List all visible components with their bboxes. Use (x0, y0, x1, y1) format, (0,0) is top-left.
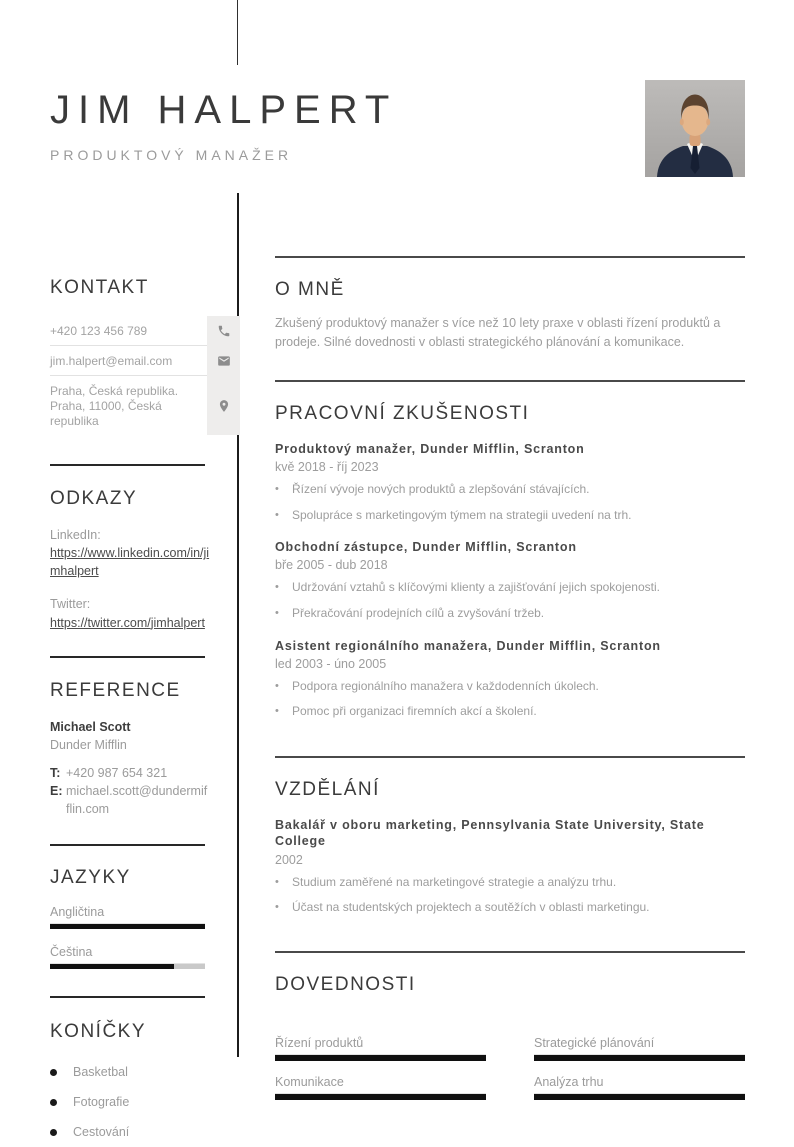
skill-item (534, 1036, 745, 1061)
job-bullets (275, 482, 745, 523)
bullet-dot: • (275, 581, 279, 594)
hobby-item (50, 1117, 240, 1147)
bullet-text: Studium zaměřené na marketingové strategie a analýzu trhu. (292, 874, 617, 889)
languages-heading: JAZYKY (50, 867, 131, 889)
languages-list (50, 905, 240, 969)
sidebar-divider (50, 996, 205, 998)
education-heading: VZDĚLÁNÍ (275, 779, 380, 801)
sidebar-divider (50, 844, 205, 846)
reference-name: Michael Scott (50, 719, 131, 734)
bullet-item (275, 508, 745, 524)
linkedin-link[interactable]: https://www.linkedin.com/in/jimhalpert (50, 546, 210, 579)
bullet-text: Řízení vývoje nových produktů a zlepšování stávajících. (292, 482, 590, 496)
section-divider (275, 256, 745, 258)
bullet-dot: • (275, 901, 279, 914)
contact-row-address (50, 376, 240, 435)
hobbies-heading: KONÍČKY (50, 1021, 147, 1043)
language-bar-track (50, 964, 205, 969)
about-text: Zkušený produktový manažer s více než 10 lety praxe v oblasti řízení produktů a prodeje. Silné dovednosti v oblasti strategického plánování a komunikace. (275, 316, 721, 350)
link-label: LinkedIn: (50, 528, 101, 542)
bullet-item (275, 900, 745, 916)
about-heading: O MNĚ (275, 279, 345, 300)
job-title: Produktový manažer, Dunder Mifflin, Scranton (275, 441, 585, 456)
bullet-dot: • (275, 607, 279, 620)
person-name: JIM HALPERT (50, 88, 398, 132)
hobby-label: Fotografie (73, 1095, 130, 1110)
language-item (50, 945, 205, 969)
reference-heading: REFERENCE (50, 679, 181, 701)
education-entry (275, 817, 745, 916)
hobby-item (50, 1087, 240, 1117)
bullet-dot: • (275, 705, 279, 718)
bullet-item (275, 606, 745, 622)
twitter-link[interactable]: https://twitter.com/jimhalpert (50, 615, 205, 630)
contact-row-phone (50, 316, 240, 346)
location-icon (207, 376, 240, 435)
job-entry (275, 539, 745, 621)
job-dates: bře 2005 - dub 2018 (275, 558, 388, 573)
contact-row-email (50, 346, 240, 376)
bullet-dot: • (275, 875, 279, 888)
skill-label: Analýza trhu (534, 1075, 745, 1094)
skill-label: Komunikace (275, 1075, 486, 1094)
skill-label: Řízení produktů (275, 1036, 486, 1055)
bullet-item (275, 482, 745, 498)
contact-heading: KONTAKT (50, 277, 149, 298)
phone-icon (207, 316, 240, 346)
bullet-item (275, 580, 745, 596)
reference-phone: +420 987 654 321 (66, 765, 168, 780)
education-dates: 2002 (275, 852, 303, 867)
section-divider (275, 951, 745, 953)
link-item-linkedin (50, 526, 240, 580)
skill-label: Strategické plánování (534, 1036, 745, 1055)
skill-bar-fill (275, 1094, 486, 1100)
reference-phone-line (50, 764, 210, 782)
reference-phone-prefix: T: (50, 765, 61, 780)
bullet-dot (50, 1069, 57, 1076)
language-label: Angličtina (50, 905, 205, 924)
hobby-label: Basketbal (73, 1065, 128, 1080)
job-bullets (275, 580, 745, 621)
job-bullets (275, 679, 745, 720)
bullet-text: Pomoc při organizaci firemních akcí a školení. (292, 704, 537, 719)
skill-item (275, 1075, 486, 1100)
skill-bar-fill (275, 1055, 486, 1061)
reference-email-line (50, 782, 210, 818)
skill-bar-track (275, 1094, 486, 1100)
bullet-dot: • (275, 508, 279, 521)
hobbies-list (50, 1057, 240, 1147)
link-label: Twitter: (50, 597, 91, 612)
link-item-twitter (50, 595, 240, 631)
reference-email: michael.scott@dundermifflin.com (66, 784, 208, 817)
job-dates: led 2003 - úno 2005 (275, 656, 387, 671)
skills-grid (275, 1022, 745, 1100)
skill-bar-fill (534, 1094, 745, 1100)
top-divider-line (237, 0, 238, 65)
contact-list (50, 316, 240, 435)
profile-photo-image (645, 80, 745, 177)
bullet-dot: • (275, 679, 279, 692)
contact-address-line1: Praha, Česká republika. (50, 384, 179, 398)
bullet-item (275, 704, 745, 720)
job-entry (275, 638, 745, 720)
header (50, 88, 397, 163)
language-bar-track (50, 924, 205, 929)
bullet-dot (50, 1099, 57, 1106)
language-item (50, 905, 205, 929)
contact-email: jim.halpert@email.com (50, 346, 207, 376)
email-icon (207, 346, 240, 376)
skill-bar-track (534, 1094, 745, 1100)
bullet-dot: • (275, 483, 279, 495)
skill-bar-fill (534, 1055, 745, 1061)
sidebar (50, 277, 240, 1147)
main-content (275, 256, 745, 1100)
sidebar-divider (50, 656, 205, 658)
education-title: Bakalář v oboru marketing, Pennsylvania State University, State College (275, 818, 705, 849)
profile-photo (645, 80, 745, 177)
section-divider (275, 380, 745, 382)
job-entry (275, 441, 745, 523)
job-title: Obchodní zástupce, Dunder Mifflin, Scranton (275, 540, 577, 555)
bullet-text: Spolupráce s marketingovým týmem na strategii uvedení na trh. (292, 507, 632, 522)
links-heading: ODKAZY (50, 488, 138, 509)
bullet-text: Překračování prodejních cílů a zvyšování tržeb. (292, 606, 545, 621)
language-bar-fill (50, 924, 205, 929)
bullet-text: Udržování vztahů s klíčovými klienty a zajišťování jejich spokojenosti. (292, 580, 660, 595)
reference-company: Dunder Mifflin (50, 737, 127, 752)
language-bar-fill (50, 964, 174, 969)
language-label: Čeština (50, 945, 205, 964)
reference-email-prefix: E: (50, 784, 63, 798)
education-bullets (275, 875, 745, 916)
hobby-label: Cestování (73, 1125, 130, 1140)
contact-phone: +420 123 456 789 (50, 316, 207, 346)
skill-item (534, 1075, 745, 1100)
bullet-item (275, 679, 745, 695)
reference-block (50, 718, 210, 819)
contact-address (50, 376, 207, 435)
skill-item (275, 1036, 486, 1061)
bullet-text: Účast na studentských projektech a soutěžích v oblasti marketingu. (292, 900, 650, 915)
links-list (50, 526, 240, 632)
job-dates: kvě 2018 - říj 2023 (275, 460, 379, 474)
contact-address-line2: Praha, 11000, Česká republika (50, 399, 162, 428)
experience-heading: PRACOVNÍ ZKUŠENOSTI (275, 402, 530, 424)
skills-heading: DOVEDNOSTI (275, 973, 416, 995)
person-role: PRODUKTOVÝ MANAŽER (50, 147, 293, 163)
skill-bar-track (534, 1055, 745, 1061)
bullet-dot (50, 1129, 57, 1136)
section-divider (275, 756, 745, 758)
sidebar-divider (50, 464, 205, 466)
bullet-text: Podpora regionálního manažera v každodenních úkolech. (292, 678, 599, 693)
bullet-item (275, 875, 745, 891)
job-title: Asistent regionálního manažera, Dunder Mifflin, Scranton (275, 638, 661, 653)
hobby-item (50, 1057, 240, 1087)
skill-bar-track (275, 1055, 486, 1061)
